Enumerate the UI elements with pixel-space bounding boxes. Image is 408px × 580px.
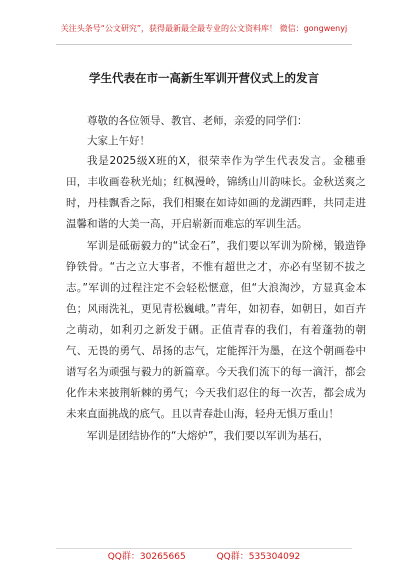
paragraph-3: 军训是团结协作的“大熔炉”，我们要以军训为基石，	[87, 430, 329, 442]
greeting: 大家上午好！	[87, 135, 150, 147]
footer-qq-group-1: QQ群：30265665	[107, 552, 186, 562]
footer-qq-group-2: QQ群：535304092	[216, 552, 301, 562]
salutation: 尊敬的各位领导、教官、老师，亲爱的同学们：	[87, 115, 308, 127]
header-divider	[56, 44, 352, 45]
header-banner: 关注头条号“公文研究”，获得最新最全最专业的公文资料库！ 微信：gongwenyj	[60, 24, 348, 33]
document-title: 学生代表在市一高新生军训开营仪式上的发言	[89, 71, 319, 85]
paragraph-1: 我是2025级X班的X，很荣幸作为学生代表发言。金穗垂田，丰收画卷秋光灿；红枫漫岭，锦绣山川韵味长。金秋送爽之时，丹桂飘香之际，我们相聚在如诗如画的龙湖西畔，共同走进温馨和谐的大美一高，开启崭新而难忘的军训生活。	[66, 155, 366, 230]
paragraph-2: 军训是砥砺毅力的“试金石”，我们要以军训为阶梯，锻造铮铮铁骨。“古之立大事者，不惟有超世之才，亦必有坚韧不拔之志。”军训的过程注定不会轻松惬意，但“大浪淘沙，方显真金本色；风雨洗礼，更见青松巍峨。”青年，如初春，如朝日，如百卉之萌动，如利刃之新发于硎。正值青春的我们，有着蓬勃的朝气、无畏的勇气、昂扬的志气，定能挥汗为墨，在这个朝画卷中谱写名为顽强与毅力的新篇章。今天我们流下的每一滴汗，都会化作未来披荆斩棘的勇气；今天我们忍住的每一次苦，都会成为未来直面挑战的底气。且以青春赴山海，轻舟无惧万重山！	[66, 240, 366, 420]
footer-contacts	[0, 552, 408, 563]
document-body	[66, 111, 366, 536]
footer-divider	[56, 548, 352, 549]
